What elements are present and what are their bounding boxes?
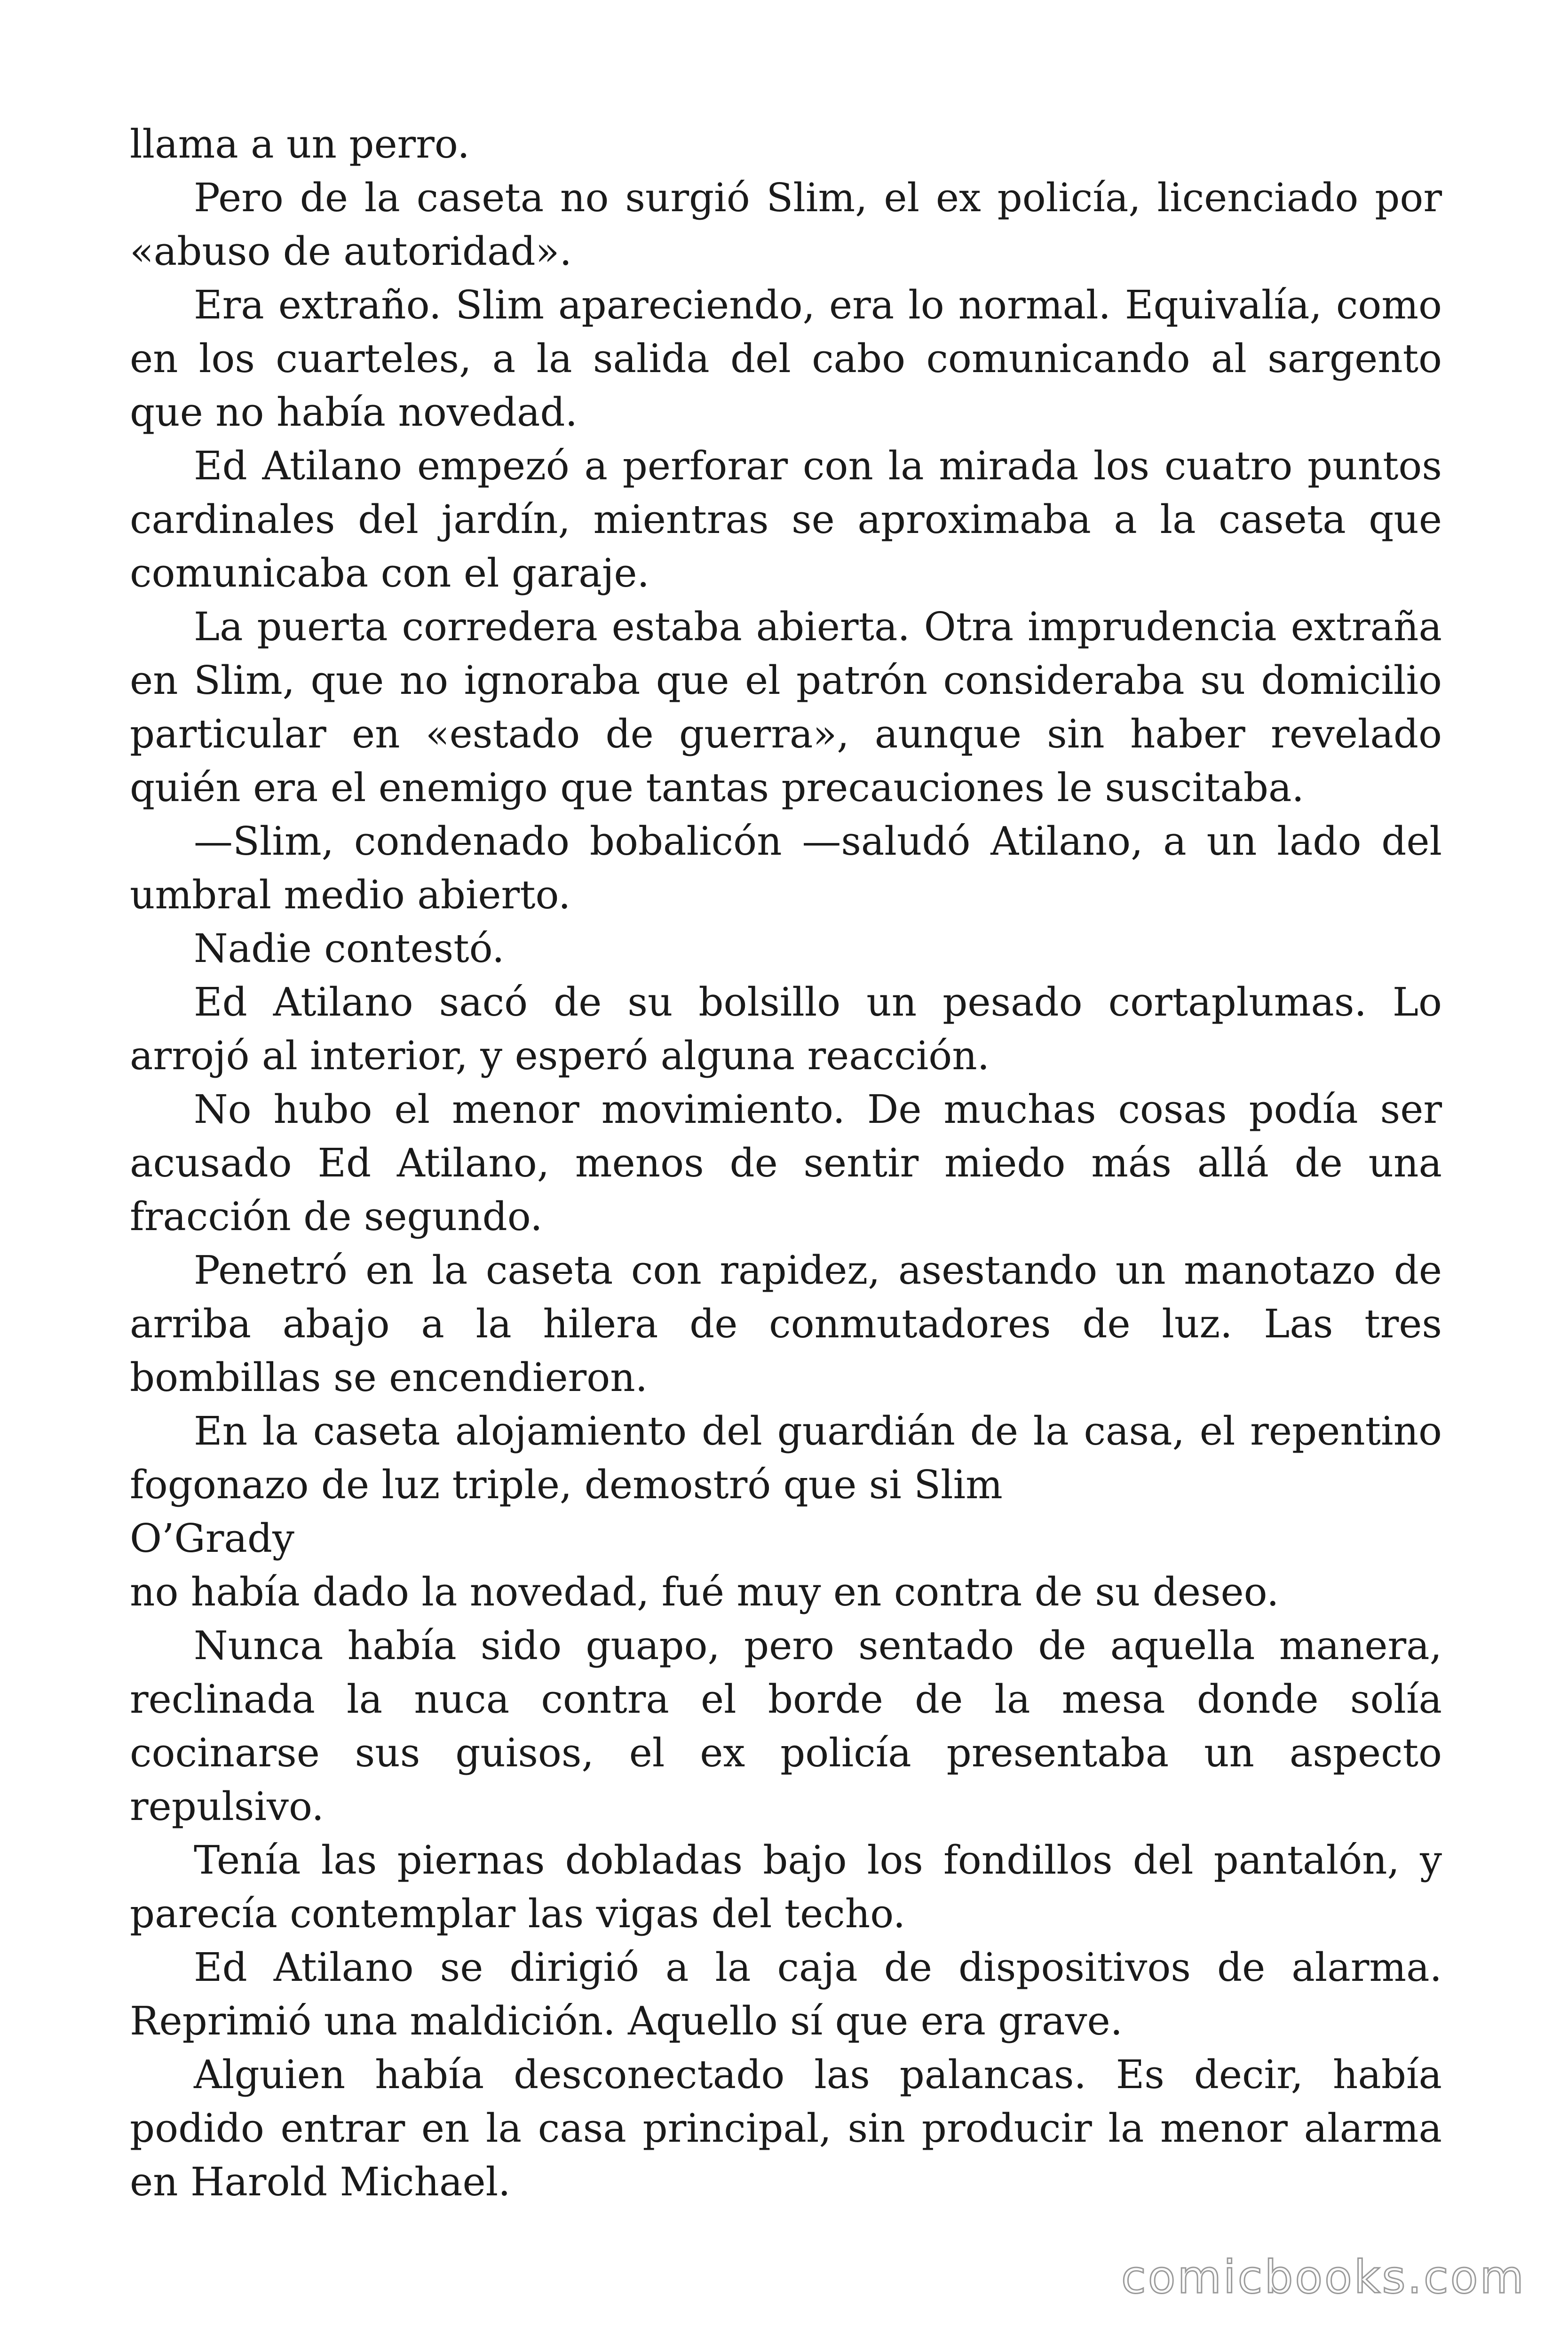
watermark: comicbooks.com: [1121, 2251, 1526, 2304]
paragraph: Ed Atilano se dirigió a la caja de dispositivos de alarma. Reprimió una maldición. Aquello sí que era grave.: [130, 1945, 1442, 2044]
paragraph: llama a un perro.: [130, 121, 470, 167]
paragraph: Ed Atilano empezó a perforar con la mirada los cuatro puntos cardinales del jardín, mientras se aproximaba a la caseta que comunicaba con el garaje.: [130, 443, 1442, 596]
paragraph: La puerta corredera estaba abierta. Otra imprudencia extraña en Slim, que no ignoraba que el patrón consideraba su domicilio particular en «estado de guerra», aunque sin haber revelado quién era el enemigo que tantas precauciones le suscitaba.: [130, 604, 1442, 810]
paragraph: Alguien había desconectado las palancas. Es decir, había podido entrar en la casa principal, sin producir la menor alarma en Harold Michael.: [130, 2052, 1442, 2205]
paragraph: O’Grady: [130, 1516, 294, 1561]
page-body: [130, 118, 1442, 2209]
paragraph: Era extraño. Slim apareciendo, era lo normal. Equivalía, como en los cuarteles, a la salida del cabo comunicando al sargento que no había novedad.: [130, 282, 1442, 435]
paragraph: Tenía las piernas dobladas bajo los fondillos del pantalón, y parecía contemplar las vigas del techo.: [130, 1837, 1442, 1937]
paragraph: Pero de la caseta no surgió Slim, el ex policía, licenciado por «abuso de autoridad».: [130, 175, 1442, 274]
paragraph: No hubo el menor movimiento. De muchas cosas podía ser acusado Ed Atilano, menos de sentir miedo más allá de una fracción de segundo.: [130, 1087, 1442, 1240]
paragraph: Nadie contestó.: [194, 926, 505, 971]
paragraph: Ed Atilano sacó de su bolsillo un pesado cortaplumas. Lo arrojó al interior, y esperó alguna reacción.: [130, 979, 1442, 1079]
paragraph: En la caseta alojamiento del guardián de la casa, el repentino fogonazo de luz triple, demostró que si Slim: [130, 1408, 1442, 1508]
paragraph: Penetró en la caseta con rapidez, asestando un manotazo de arriba abajo a la hilera de conmutadores de luz. Las tres bombillas se encendieron.: [130, 1248, 1442, 1400]
paragraph: no había dado la novedad, fué muy en contra de su deseo.: [130, 1569, 1279, 1615]
paragraph: Nunca había sido guapo, pero sentado de aquella manera, reclinada la nuca contra el borde de la mesa donde solía cocinarse sus guisos, el ex policía presentaba un aspecto repulsivo.: [130, 1623, 1442, 1829]
paragraph: —Slim, condenado bobalicón —saludó Atilano, a un lado del umbral medio abierto.: [130, 818, 1442, 918]
